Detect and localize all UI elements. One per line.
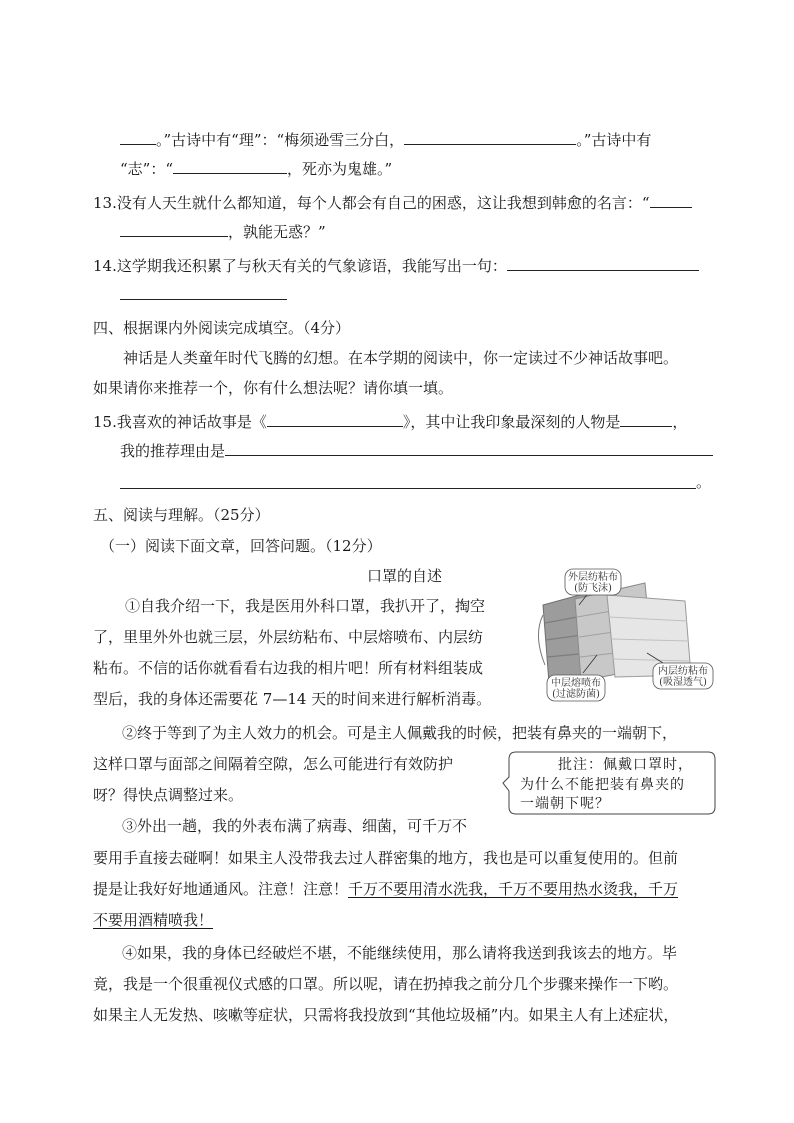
section-4-intro-1: 神话是人类童年时代飞腾的幻想。在本学期的阅读中，你一定读过不少神话故事吧。: [123, 349, 679, 367]
mask-photo: [535, 565, 720, 705]
answer-blank[interactable]: [620, 412, 672, 427]
callout-line: 批注：佩戴口罩时，: [558, 757, 693, 773]
answer-blank[interactable]: [120, 488, 696, 489]
label-inner-note: (吸湿透气): [659, 677, 707, 688]
answer-blank[interactable]: [404, 130, 576, 145]
article-line: 提是让我好好地通通风。注意！注意！千万不要用清水洗我，千万不要用热水烫我，千万: [93, 880, 679, 898]
callout-line: 为什么不能把装有鼻夹的: [520, 777, 685, 793]
article-line: ③外出一趟，我的外表布满了病毒、细菌，可千万不: [122, 817, 468, 835]
fill-line-2: “志”：“ ，死亦为鬼雄。”: [120, 160, 393, 178]
section-5-sub: （一）阅读下面文章，回答问题。（12分）: [100, 537, 382, 555]
label-middle-note: (过滤防菌): [552, 689, 600, 700]
article-line: 了，里里外外也就三层，外层纺粘布、中层熔喷布、内层纺: [93, 628, 484, 646]
article-line: ②终于等到了为主人效力的机会。可是主人佩戴我的时候，把装有鼻夹的一端朝下，: [122, 724, 678, 742]
article-line: 竟，我是一个很重视仪式感的口罩。所以呢，请在扔掉我之前分几个步骤来操作一下哟。: [93, 975, 679, 993]
article-line: ①自我介绍一下，我是医用外科口罩，我扒开了，掏空: [125, 597, 486, 615]
section-5-heading: 五、阅读与理解。（25分）: [93, 506, 270, 524]
article-line: ④如果，我的身体已经破烂不堪，不能继续使用，那么请将我送到我该去的地方。毕: [122, 944, 678, 962]
label-middle: 中层熔喷布: [551, 678, 601, 689]
answer-blank[interactable]: [120, 222, 228, 237]
label-outer: 外层纺粘布: [568, 572, 618, 583]
section-4-heading: 四、根据课内外阅读完成填空。（4分）: [93, 319, 351, 337]
article-title: 口罩的自述: [367, 567, 443, 585]
answer-blank[interactable]: [120, 299, 287, 300]
question-15-reason: 我的推荐理由是: [120, 441, 713, 461]
answer-blank[interactable]: [267, 412, 403, 427]
answer-blank[interactable]: [507, 256, 699, 271]
answer-blank[interactable]: [650, 193, 692, 208]
underlined-text: 不要用酒精喷我！: [93, 911, 214, 929]
question-13: 13.没有人天生就什么都知道，每个人都会有自己的困惑，这让我想到韩愈的名言：“: [93, 193, 692, 213]
article-line: 型后，我的身体还需要花 7—14 天的时间来进行解析消毒。: [93, 690, 492, 708]
period-mark: 。: [696, 473, 712, 491]
answer-blank[interactable]: [120, 130, 156, 145]
question-13-cont: ，孰能无惑？”: [120, 222, 326, 242]
article-line: 呀？得快点调整过来。: [93, 786, 244, 804]
fill-line-1: 。”古诗中有“理”：“梅须逊雪三分白， 。”古诗中有: [120, 130, 651, 150]
section-4-intro-2: 如果请你来推荐一个，你有什么想法呢？请你填一填。: [93, 379, 454, 397]
question-15: 15.我喜欢的神话故事是《 》，其中让我印象最深刻的人物是 ，: [93, 413, 688, 431]
label-outer-note: (防飞沫): [574, 583, 612, 594]
question-14: 14.这学期我还积累了与秋天有关的气象谚语，我能写出一句：: [93, 256, 699, 276]
article-line: 如果主人无发热、咳嗽等症状，只需将我投放到“其他垃圾桶”内。如果主人有上述症状，: [93, 1006, 679, 1024]
answer-blank[interactable]: [225, 441, 713, 456]
answer-blank[interactable]: [173, 159, 287, 174]
article-line: 这样口罩与面部之间隔着空隙，怎么可能进行有效防护: [93, 755, 454, 773]
article-line: 要用手直接去碰啊！如果主人没带我去过人群密集的地方，我也是可以重复使用的。但前: [93, 849, 679, 867]
callout-line: 一端朝下呢？: [520, 796, 610, 812]
article-line: [93, 910, 213, 930]
label-inner: 内层纺粘布: [658, 666, 708, 677]
article-line: 粘布。不信的话你就看看右边我的相片吧！所有材料组装成: [93, 659, 484, 677]
underlined-text: 千万不要用清水洗我，千万不要用热水烫我，千万: [348, 880, 679, 898]
